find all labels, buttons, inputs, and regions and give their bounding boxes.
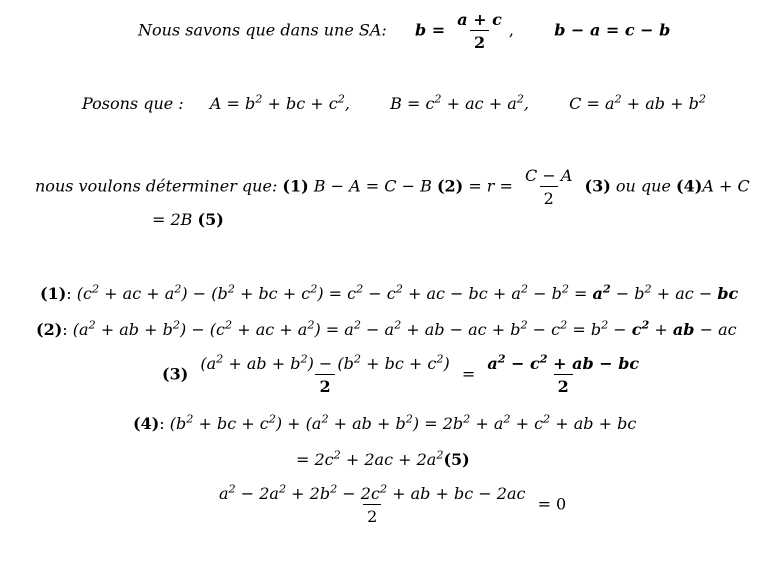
goal-text: nous voulons déterminer que: — [35, 176, 278, 196]
marker-3: (3) — [584, 176, 611, 196]
comma: , — [508, 20, 515, 40]
marker-5: (5) — [197, 210, 224, 229]
eq3-right-fraction: $\frac{a^2 - c^2 + ab - bc}{2}$ — [487, 351, 640, 396]
marker-2: (2) — [436, 176, 464, 196]
equation-3: (3) $\frac{(a^2 + ab + b^2) - (b^2 + bc + c^2)}{2}$ = $\frac{a^2 - c^2 + ab - bc}{2}$ — [162, 354, 646, 396]
intro-text: Nous savons que dans une SA: — [138, 20, 387, 40]
posons-text: Posons que : — [82, 94, 184, 113]
b-equals: b = — [415, 20, 446, 40]
marker-5-eq: (5) — [443, 450, 470, 469]
fraction-numerator: a + c — [457, 10, 502, 29]
eq1-label: (1) — [40, 284, 67, 303]
eq4-label: (4) — [133, 414, 160, 433]
def-C: $C = a^2$ + ab + $b^2$ — [569, 92, 706, 113]
equation-4: (4): ($b^2$ + bc + $c^2) + (a^2$ + ab + $b^2) = 2b^2 + a^2 + c^2$ + ab + bc — [133, 412, 637, 433]
marker-4: (4) — [676, 176, 703, 196]
c-minus-a-over-2 — [521, 166, 576, 208]
fraction-denominator: 2 — [540, 186, 558, 208]
goal-line — [35, 166, 750, 208]
fraction-numerator: C − A — [525, 166, 573, 185]
eq2-label: (2) — [36, 320, 63, 339]
intro-line — [138, 10, 670, 52]
def-B: $B = c^2$ + ac + $a^2$, — [390, 92, 529, 113]
equation-1: (1): ($c^2$ + ac + $a^2) - (b^2$ + bc + $c^2) = c^2 - c^2$ + ac − bc + $a^2 - b^2 = a^2 - b^2$ + ac − bc — [40, 281, 739, 303]
sa-relation: b − a = c − b — [554, 20, 671, 40]
equation-5: = $2c^2 + 2ac + 2a^2(5)$ — [296, 448, 470, 469]
goal-eq1: B − A = C − B — [313, 176, 432, 196]
eq3-label: (3) — [162, 364, 189, 384]
goal-eq5: = 2B — [152, 210, 193, 229]
goal-eq4: A + C — [702, 176, 750, 196]
ou-que-text: ou que — [615, 176, 671, 196]
equation-2: (2): ($a^2$ + ab + $b^2) - (c^2$ + ac + $a^2) = a^2 - a^2$ + ab − ac + $b^2 - c^2 = b^2 - c^2$ + ab − ac — [36, 317, 737, 339]
a-plus-c-over-2 — [453, 10, 506, 52]
marker-1: (1) — [282, 176, 309, 196]
definitions-line — [82, 94, 706, 113]
final-fraction: $\frac{a^2 - 2a^2 + 2b^2 - 2c^2 + ab + bc - 2ac}{2}$ — [219, 482, 526, 526]
equation-final: $\frac{a^2 - 2a^2 + 2b^2 - 2c^2 + ab + bc - 2ac}{2}$ = 0 — [212, 484, 566, 526]
goal-line-cont — [152, 210, 224, 229]
eq3-left-fraction: $\frac{(a^2 + ab + b^2) - (b^2 + bc + c^2)}{2}$ — [200, 352, 450, 396]
fraction-denominator: 2 — [470, 30, 489, 52]
goal-eq2: = r = — [468, 176, 513, 196]
def-A: $A = b^2$ + bc + $c^2$, — [209, 92, 350, 113]
